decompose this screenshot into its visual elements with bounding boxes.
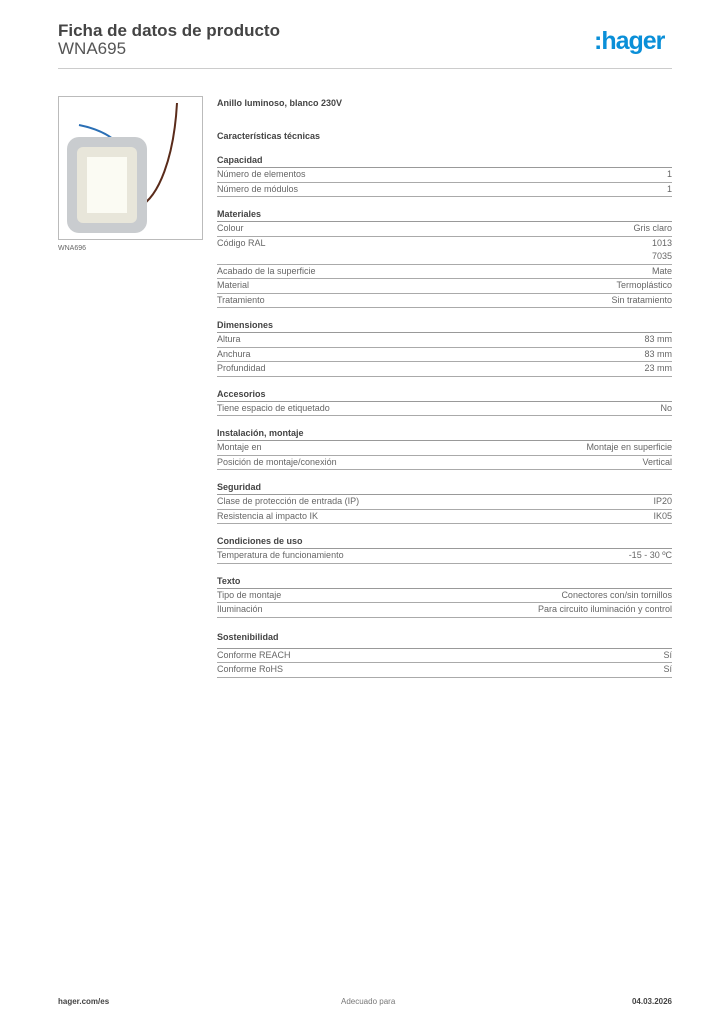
spec-label: Código RAL	[217, 237, 266, 248]
spec-value-line: Sí	[663, 649, 672, 660]
spec-value-line: Conectores con/sin tornillos	[561, 589, 672, 600]
spec-value-line: 1	[666, 169, 672, 179]
spec-value	[586, 441, 672, 455]
section-title: Condiciones de uso	[217, 534, 672, 549]
spec-value-line: 83 mm	[644, 348, 672, 359]
spec-row	[217, 183, 672, 198]
spec-value	[642, 456, 672, 470]
spec-row	[217, 603, 672, 618]
spec-value	[538, 603, 672, 617]
footer-middle: Adecuado para	[341, 997, 396, 1006]
spec-value	[633, 222, 672, 236]
spec-row	[217, 362, 672, 377]
spec-value-line: Sí	[663, 664, 672, 674]
spec-value	[667, 168, 672, 182]
spec-value-line: Mate	[651, 265, 672, 276]
image-caption: WNA696	[58, 245, 87, 252]
spec-value	[660, 402, 672, 416]
spec-content	[217, 96, 672, 678]
spec-label: Tipo de montaje	[217, 589, 282, 600]
spec-label: Temperatura de funcionamiento	[217, 550, 344, 560]
spec-value-line: Para circuito iluminación y control	[537, 604, 672, 614]
spec-value	[653, 495, 672, 509]
spec-label: Conforme RoHS	[217, 664, 284, 674]
spec-value-line: 23 mm	[644, 363, 672, 373]
footer-website[interactable]: hager.com/es	[58, 997, 110, 1006]
section-title: Materiales	[217, 207, 672, 222]
spec-value-line: 1013	[651, 237, 672, 248]
section-title: Texto	[217, 574, 672, 589]
spec-section	[217, 318, 672, 377]
spec-value-line: 83 mm	[644, 334, 672, 344]
spec-value-line: Vertical	[642, 456, 672, 467]
spec-section	[217, 207, 672, 308]
spec-section	[217, 480, 672, 524]
spec-row	[217, 294, 672, 309]
spec-row	[217, 222, 672, 237]
spec-row	[217, 649, 672, 664]
spec-section	[217, 630, 672, 678]
spec-value	[611, 294, 672, 308]
spec-value	[663, 663, 672, 677]
spec-label: Acabado de la superficie	[217, 265, 316, 276]
spec-value-line: IK05	[653, 510, 672, 521]
spec-row	[217, 663, 672, 678]
spec-value-line: 1	[666, 183, 672, 194]
spec-row	[217, 279, 672, 294]
spec-section	[217, 387, 672, 417]
spec-label: Altura	[217, 334, 241, 344]
spec-value-line: No	[660, 402, 672, 413]
spec-row	[217, 510, 672, 525]
spec-value	[644, 362, 672, 376]
spec-row	[217, 456, 672, 471]
section-title: Sostenibilidad	[217, 630, 672, 649]
spec-row	[217, 265, 672, 280]
spec-value	[652, 265, 672, 279]
spec-value-line: Termoplástico	[616, 280, 672, 290]
product-code: WNA695	[58, 39, 127, 58]
spec-value-line: -15 - 30 ºC	[628, 550, 672, 560]
spec-value	[629, 549, 672, 563]
spec-label: Material	[217, 280, 250, 290]
spec-label: Iluminación	[217, 604, 263, 614]
section-title: Seguridad	[217, 480, 672, 495]
spec-label: Conforme REACH	[217, 649, 291, 660]
spec-value	[652, 237, 672, 264]
spec-value-line: Gris claro	[633, 223, 672, 233]
spec-value	[663, 649, 672, 663]
spec-label: Resistencia al impacto IK	[217, 510, 319, 521]
section-title: Accesorios	[217, 387, 672, 402]
spec-row	[217, 348, 672, 363]
spec-label: Tratamiento	[217, 294, 265, 305]
spec-label: Montaje en	[217, 442, 262, 452]
spec-label: Número de módulos	[217, 183, 299, 194]
spec-label: Profundidad	[217, 363, 266, 373]
spec-label: Número de elementos	[217, 169, 306, 179]
spec-value-line: IP20	[653, 496, 672, 506]
section-title: Dimensiones	[217, 318, 672, 333]
spec-value-line: Sin tratamiento	[611, 294, 672, 305]
spec-value-line: Montaje en superficie	[586, 442, 672, 452]
spec-row	[217, 495, 672, 510]
header-divider	[58, 68, 672, 69]
page-title: Ficha de datos de producto	[58, 21, 280, 40]
spec-value	[644, 333, 672, 347]
spec-label: Anchura	[217, 348, 251, 359]
spec-value	[644, 348, 672, 362]
product-name: Anillo luminoso, blanco 230V	[217, 98, 343, 108]
spec-row	[217, 168, 672, 183]
product-image	[58, 96, 203, 240]
spec-row	[217, 549, 672, 564]
spec-row	[217, 402, 672, 417]
spec-section	[217, 153, 672, 197]
spec-section	[217, 574, 672, 618]
spec-value	[616, 279, 672, 293]
footer-date: 04.03.2026	[631, 997, 672, 1006]
spec-label: Tiene espacio de etiquetado	[217, 402, 330, 413]
spec-row	[217, 333, 672, 348]
spec-label: Posición de montaje/conexión	[217, 456, 337, 467]
spec-value	[561, 589, 672, 603]
spec-value	[653, 510, 672, 524]
spec-row	[217, 441, 672, 456]
tech-heading: Características técnicas	[217, 131, 321, 141]
spec-label: Colour	[217, 223, 244, 233]
spec-value	[667, 183, 672, 197]
spec-section	[217, 426, 672, 470]
section-title: Instalación, montaje	[217, 426, 672, 441]
spec-label: Clase de protección de entrada (IP)	[217, 496, 360, 506]
hager-logo: :hager	[594, 27, 665, 55]
spec-section	[217, 534, 672, 564]
section-title: Capacidad	[217, 153, 672, 168]
spec-row	[217, 237, 672, 265]
spec-value-line: 7035	[651, 251, 672, 261]
spec-row	[217, 589, 672, 604]
